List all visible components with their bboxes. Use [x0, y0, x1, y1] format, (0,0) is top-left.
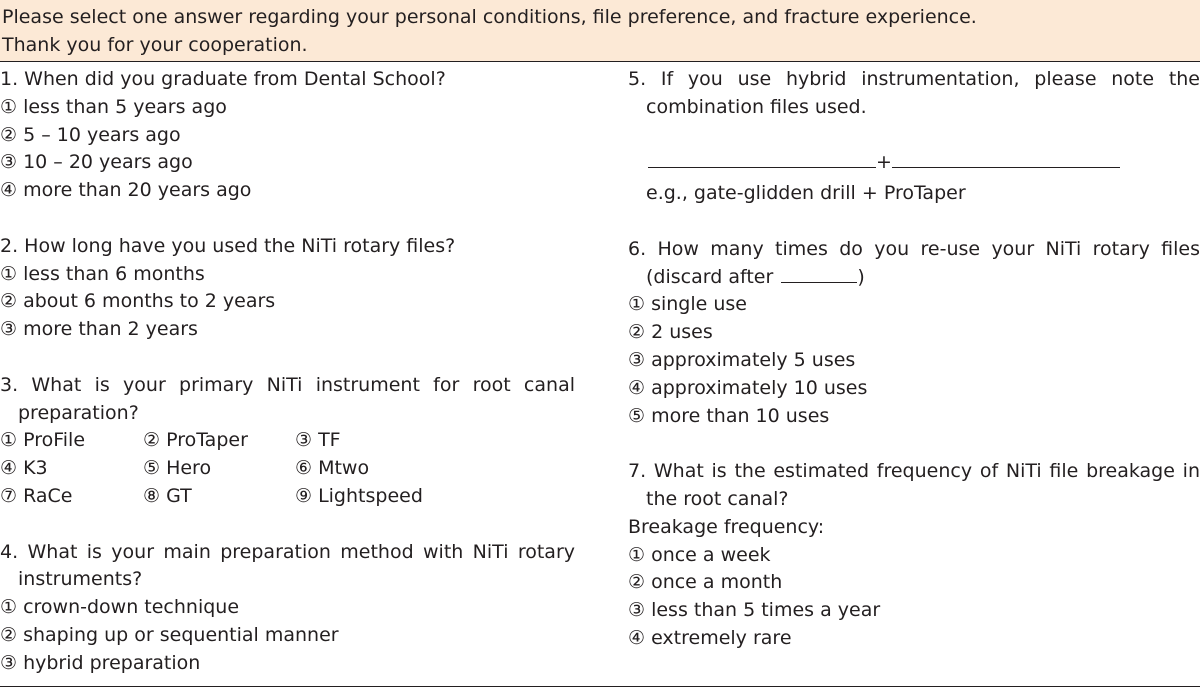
question-6-text: 6. How many times do you re-use your NiTi rotary files: [628, 237, 1200, 260]
question-6-option[interactable]: ⑤ more than 10 uses: [628, 404, 830, 427]
left-column: [0, 66, 575, 678]
question-3-option[interactable]: ③ TF: [295, 429, 341, 452]
question-4-option[interactable]: ② shaping up or sequential manner: [0, 623, 339, 646]
question-7: [628, 458, 1200, 653]
question-3-options-grid: [0, 427, 575, 510]
question-3-option[interactable]: ④ K3: [0, 457, 48, 480]
question-4-option[interactable]: ③ hybrid preparation: [0, 651, 201, 674]
question-3-option[interactable]: ① ProFile: [0, 429, 86, 452]
instructions-line-2: Thank you for your cooperation.: [2, 34, 308, 56]
question-3-option[interactable]: ② ProTaper: [143, 429, 248, 452]
question-3-option[interactable]: ⑨ Lightspeed: [295, 484, 423, 507]
question-7-option[interactable]: ④ extremely rare: [628, 626, 792, 649]
question-6-option[interactable]: ③ approximately 5 uses: [628, 348, 856, 371]
question-5-example: e.g., gate-glidden drill + ProTaper: [646, 182, 966, 205]
question-3-option[interactable]: ⑤ Hero: [143, 457, 212, 480]
combination-files-row: [628, 149, 1200, 177]
question-3-text: 3. What is your primary NiTi instrument for root canal preparation?: [0, 373, 575, 424]
question-1-option[interactable]: ① less than 5 years ago: [0, 95, 227, 118]
question-7-option[interactable]: ① once a week: [628, 543, 771, 566]
question-6-option[interactable]: ① single use: [628, 293, 747, 316]
question-6-close-paren: ): [857, 265, 865, 288]
question-4: [0, 539, 575, 678]
question-1-option[interactable]: ② 5 – 10 years ago: [0, 123, 181, 146]
combination-file-1-blank[interactable]: [648, 166, 876, 168]
question-6-discard-line: [628, 264, 1200, 292]
question-4-text: 4. What is your main preparation method with NiTi rotary instruments?: [0, 540, 575, 591]
question-4-option[interactable]: ① crown-down technique: [0, 596, 240, 619]
question-1-option[interactable]: ④ more than 20 years ago: [0, 179, 252, 202]
question-3-option[interactable]: ⑥ Mtwo: [295, 457, 370, 480]
question-1-text: 1. When did you graduate from Dental School?: [0, 68, 446, 90]
question-7-text: 7. What is the estimated frequency of NiTi file breakage in the root canal?: [628, 460, 1200, 510]
question-3: [0, 372, 575, 511]
question-7-option[interactable]: ② once a month: [628, 571, 783, 594]
question-1-option[interactable]: ③ 10 – 20 years ago: [0, 151, 193, 174]
question-2-text: 2. How long have you used the NiTi rotary files?: [0, 234, 456, 257]
bottom-rule: [0, 686, 1200, 687]
question-7-subheading: Breakage frequency:: [628, 515, 825, 538]
question-3-option[interactable]: ⑧ GT: [143, 484, 192, 507]
question-6-option[interactable]: ② 2 uses: [628, 321, 713, 344]
plus-sign: +: [876, 151, 892, 174]
question-1: [0, 66, 575, 205]
question-2-option[interactable]: ② about 6 months to 2 years: [0, 290, 276, 313]
question-5: [628, 66, 1200, 208]
instructions-line-1: Please select one answer regarding your personal conditions, file preference, and fracture experience.: [2, 6, 977, 28]
question-6-discard-text: (discard after: [646, 265, 774, 288]
combination-file-2-blank[interactable]: [892, 166, 1120, 168]
question-6: [628, 236, 1200, 431]
question-2-option[interactable]: ③ more than 2 years: [0, 318, 198, 341]
question-3-option[interactable]: ⑦ RaCe: [0, 484, 73, 507]
right-column: [628, 66, 1200, 653]
instructions-header: [0, 0, 1200, 62]
question-7-option[interactable]: ③ less than 5 times a year: [628, 599, 881, 622]
question-6-option[interactable]: ④ approximately 10 uses: [628, 376, 868, 399]
question-5-text: 5. If you use hybrid instrumentation, please note the combination files used.: [628, 68, 1200, 118]
question-2-option[interactable]: ① less than 6 months: [0, 262, 205, 285]
discard-after-blank[interactable]: [781, 281, 857, 283]
question-2: [0, 233, 575, 344]
